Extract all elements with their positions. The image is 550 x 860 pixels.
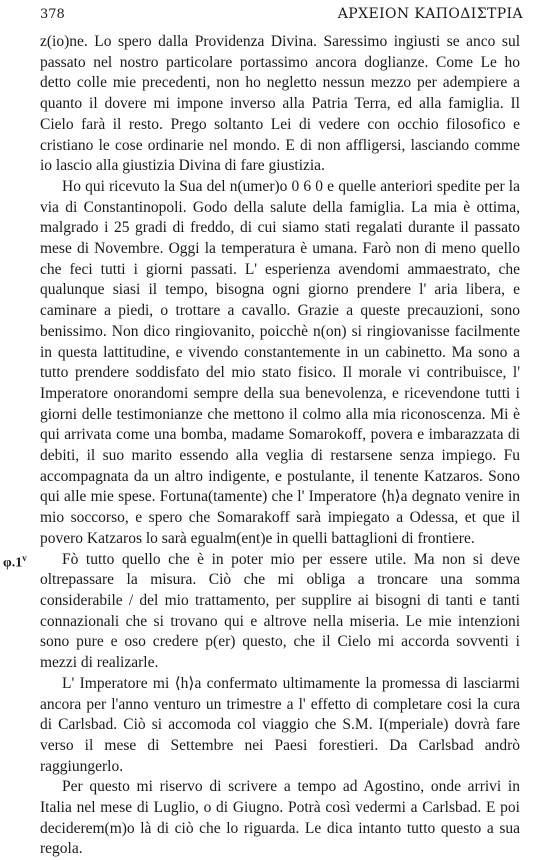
paragraph-3: Fò tutto quello che è in poter mio per essere utile. Ma non si deve oltrepassare la misura. Ciò che mi obliga a troncare una somma considerabile / del mio trattamento, per supplire ai bisogni di tanti e tanti connazionali che si trovano qui e altrove nella miseria. Le mie intenzioni sono pure e oso credere p(er) questo, che il Cielo mi accorda sovventi i mezzi di realizarle. <box>40 550 520 672</box>
folio-verso-mark: v <box>22 553 27 563</box>
paragraph-4: L' Imperatore mi ⟨h⟩a confermato ultimamente la promessa di lasciarmi ancora per l'anno venturo un trimestre a l' effetto di completare cosi la cura di Carlsbad. Ciò si accomoda col viaggio che S.M. I(mperiale) dovrà fare verso il mese di Settembre nei Paesi forestieri. Da Carlsbad andrò raggiungerlo. <box>40 674 520 775</box>
folio-label: φ.1 <box>3 555 23 571</box>
running-title: ΑΡΧΕΙΟΝ ΚΑΠΟΔΙΣΤΡΙΑ <box>337 6 523 22</box>
paragraph-2: Ho qui ricevuto la Sua del n(umer)o 0 6 0 e quelle anteriori spedite per la via di Constantinopoli. Godo della salute della famiglia. La mia è ottima, malgrado i 25 gradi di freddo, di cui siamo stati regalati durante il passato mese di Novembre. Oggi la temperatura è umana. Farò non di meno quello che feci tutti i giorni passati. L' esperienza avendomi ammaestrato, che qualunque siasi il tempo, bisogna ogni giorno prendere l' aria libera, e caminare a piedi, o trottare a cavallo. Grazie a queste precauzioni, sono benissimo. Non dico ringiovanito, poicchè n(on) si ringiovanisse facilmente in questa lattitudine, e vivendo constantemente in un cabinetto. Ma sono a tutto prendere soddisfato del mio stato fisico. Il morale vi contribuisce, l' Imperatore onorandomi sempre della sua benevolenza, e ricevendone tutti i giorni delle testimonianze che mettono il colmo alla mia riconoscenza. Mi è qui arrivata come una bomba, madame Somarokoff, povera e imbarazzata di debiti, il suo marito essendo alla veglia di restarsene senza impiego. Fu accompagnata da un altro indigente, e postulante, il tenente Katzaros. Sono qui alle mie spese. Fortuna(tamente) che l' Imperatore ⟨h⟩a degnato venire in mio soccorso, e spero che Somarakoff sarà impiegato a Odessa, et que il povero Katzaros lo sarà egualm(ent)e in quelli battaglioni di frontiere. <box>40 177 520 547</box>
paragraph-1: z(io)ne. Lo spero dalla Providenza Divina. Saressimo ingiusti se anco sul passato nel nostro particolare portassimo ancora doglianze. Come Le ho detto colle mie precedenti, non ho negletto nessun mezzo per adempiere a quanto il dovere mi impone inverso alla Patria Terra, ed alla famiglia. Il Cielo farà il resto. Prego soltanto Lei di vedere con occhio filosofico e cristiano le cose ordinarie nel mondo. E di non affligersi, lasciando comme io lascio alla giustizia Divina di fare giustizia. <box>40 33 520 175</box>
page-number: 378 <box>40 6 65 22</box>
page-header <box>40 4 523 24</box>
paragraph-5: Per questo mi riservo di scrivere a tempo ad Agostino, onde arrivi in Italia nel mese di Luglio, o di Giugno. Potrà così vedermi a Carlsbad. E poi deciderem(m)o là di ciò che lo riguarda. Le dica intanto tutto questo a sua regola. <box>40 778 520 858</box>
folio-margin-note <box>3 553 27 572</box>
letter-body <box>40 32 520 860</box>
